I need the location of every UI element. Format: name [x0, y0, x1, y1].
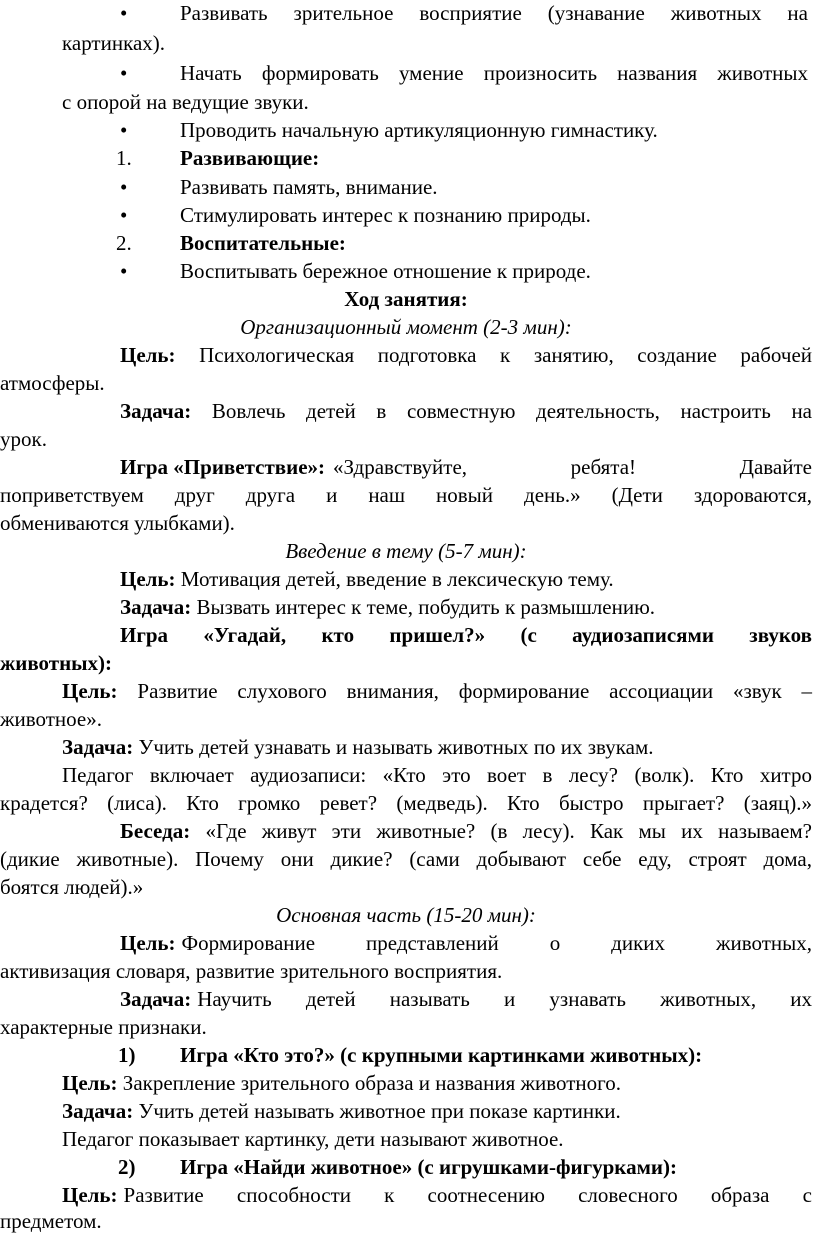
game2-goal-line	[62, 1182, 812, 1209]
section-heading-main: Основная часть (15-20 мин):	[276, 903, 536, 927]
goal-item-text-cont: с опорой на ведущие звуки.	[62, 90, 309, 114]
paragraph-text-cont: предметом.	[0, 1209, 102, 1233]
org-goal-line	[120, 342, 812, 369]
paragraph-text-cont: атмосферы.	[0, 371, 105, 395]
conversation-line	[120, 818, 812, 845]
task-label: Задача:	[120, 987, 192, 1011]
goal-item-text: Проводить начальную артикуляционную гимнастику.	[180, 118, 658, 142]
task-label: Задача:	[120, 595, 192, 619]
educational-heading: Воспитательные:	[180, 231, 346, 255]
bullet-icon: •	[120, 61, 128, 85]
org-task-line	[120, 398, 812, 425]
task-label: Задача:	[120, 399, 192, 423]
paragraph-text: Развитие способности к соотнесению словесного образа с	[123, 1183, 812, 1207]
list-number: 2.	[116, 231, 132, 255]
game1-goal-line	[62, 1070, 812, 1097]
paragraph-text-cont: урок.	[0, 427, 47, 451]
conversation-label: Беседа:	[120, 819, 191, 843]
bullet-icon: •	[120, 203, 128, 227]
game2-title: Игра «Найди животное» (с игрушками-фигурками):	[180, 1155, 677, 1179]
lesson-heading: Ход занятия:	[344, 287, 468, 311]
task-label: Задача:	[62, 735, 134, 759]
guess-game-title: Игра «Угадай, кто пришел?» (с аудиозаписями звуков	[120, 623, 812, 647]
paragraph-text: Вовлечь детей в совместную деятельность, настроить на	[211, 399, 812, 423]
goal-label: Цель:	[62, 1183, 118, 1207]
guess-game-title-cont: животных):	[0, 651, 113, 675]
paragraph-text: Вызвать интерес к теме, побудить к размышлению.	[196, 595, 656, 619]
game1-teacher-text: Педагог показывает картинку, дети называют животное.	[62, 1127, 564, 1151]
developing-heading: Развивающие:	[180, 146, 320, 170]
goal-item-text: Стимулировать интерес к познанию природы.	[180, 203, 591, 227]
list-number: 1.	[116, 146, 132, 170]
game1-title: Игра «Кто это?» (с крупными картинками животных):	[180, 1043, 703, 1067]
paragraph-text: Психологическая подготовка к занятию, создание рабочей	[199, 343, 812, 367]
main-goal-line	[120, 930, 812, 957]
goal-label: Цель:	[62, 679, 118, 703]
section-heading-intro: Введение в тему (5-7 мин):	[285, 539, 527, 563]
bullet-icon: •	[120, 259, 128, 283]
goal-item-text: Развивать зрительное восприятие (узнавание животных на	[180, 1, 808, 25]
goal-label: Цель:	[120, 931, 176, 955]
paragraph-text-cont: активизация словаря, развитие зрительного восприятия.	[0, 959, 503, 983]
paragraph-text: «Здравствуйте, ребята! Давайте	[333, 455, 812, 479]
goal-label: Цель:	[120, 567, 176, 591]
guess-task-line	[62, 734, 812, 761]
teacher-audio-text-cont: крадется? (лиса). Кто громко ревет? (медведь). Кто быстро прыгает? (заяц).»	[0, 791, 812, 815]
paragraph-text-cont: (дикие животные). Почему они дикие? (сами добывают себе еду, строят дома,	[0, 847, 812, 871]
paragraph-text: Учить детей называть животное при показе картинки.	[138, 1099, 621, 1123]
paragraph-text: Формирование представлений о диких животных,	[181, 931, 812, 955]
list-number: 2)	[118, 1155, 136, 1179]
teacher-audio-text: Педагог включает аудиозаписи: «Кто это воет в лесу? (волк). Кто хитро	[62, 763, 812, 787]
bullet-icon: •	[120, 175, 128, 199]
paragraph-text-cont: животное».	[0, 707, 102, 731]
paragraph-text: Закрепление зрительного образа и названия животного.	[122, 1071, 621, 1095]
paragraph-text-cont: боятся людей).»	[0, 875, 144, 899]
intro-task-line	[120, 594, 812, 621]
bullet-icon: •	[120, 118, 128, 142]
goal-item-text: Начать формировать умение произносить названия животных	[180, 61, 808, 85]
bullet-icon: •	[120, 1, 128, 25]
goal-item-text: Развивать память, внимание.	[180, 175, 438, 199]
paragraph-text-cont: характерные признаки.	[0, 1015, 207, 1039]
goal-label: Цель:	[120, 343, 176, 367]
paragraph-text: Мотивация детей, введение в лексическую тему.	[180, 567, 614, 591]
paragraph-text: «Где живут эти животные? (в лесу). Как мы их называем?	[205, 819, 812, 843]
guess-goal-line	[62, 678, 812, 705]
section-heading-org: Организационный момент (2-3 мин):	[240, 315, 572, 339]
paragraph-text: Учить детей узнавать и называть животных по их звукам.	[138, 735, 654, 759]
main-task-line	[120, 986, 812, 1013]
game1-task-line	[62, 1098, 812, 1125]
task-label: Задача:	[62, 1099, 134, 1123]
paragraph-text: Научить детей называть и узнавать животных, их	[197, 987, 812, 1011]
intro-goal-line	[120, 566, 812, 593]
greeting-game-label: Игра «Приветствие»:	[120, 455, 326, 479]
paragraph-text: Развитие слухового внимания, формирование ассоциации «звук –	[137, 679, 812, 703]
goal-item-text: Воспитывать бережное отношение к природе.	[180, 259, 591, 283]
goal-item-text-cont: картинках).	[62, 31, 166, 55]
paragraph-text-cont: обмениваются улыбками).	[0, 511, 235, 535]
goal-label: Цель:	[62, 1071, 118, 1095]
paragraph-text-cont: поприветствуем друг друга и наш новый день.» (Дети здороваются,	[0, 483, 812, 507]
greeting-game-line	[120, 454, 812, 481]
list-number: 1)	[118, 1043, 136, 1067]
